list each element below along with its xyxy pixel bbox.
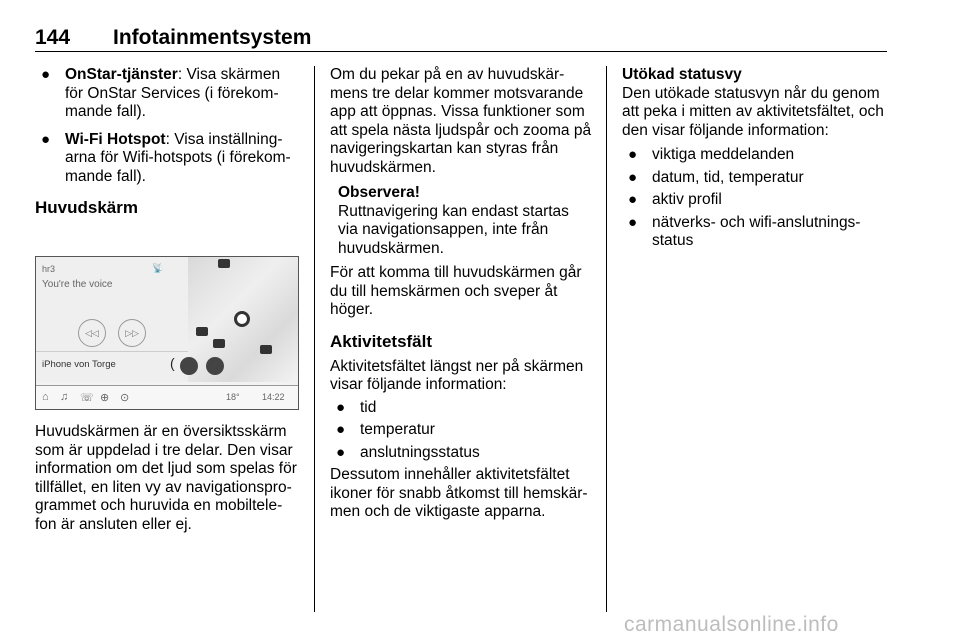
map-marker-icon — [196, 327, 208, 336]
audio-source-label: hr3 — [42, 264, 56, 274]
navigation-icon: ⊕ — [100, 392, 110, 404]
bullet-text: aktiv profil — [652, 191, 722, 208]
phone-icon: ( — [170, 355, 175, 371]
note-title: Observera! — [338, 184, 420, 201]
map-marker-icon — [218, 259, 230, 268]
bullet-text: : Visa inställning-arna för Wifi-hotspots (i förekom-mande fall). — [65, 130, 291, 185]
header-rule — [35, 51, 887, 52]
column-1-lower — [35, 423, 300, 534]
list-item — [622, 214, 888, 251]
bullet-text: tid — [360, 398, 377, 416]
bullet-icon: ● — [628, 146, 638, 163]
bullet-term: OnStar-tjänster — [65, 66, 178, 83]
paragraph: Aktivitetsfältet längst ner på skärmen visar följande information: — [330, 357, 584, 393]
note-text: Ruttnavigering kan endast startas via navigationsappen, inte från huvudskärmen. — [338, 202, 569, 257]
home-icon: ⌂ — [42, 391, 49, 403]
bullet-icon: ● — [336, 443, 346, 461]
map-marker-icon — [213, 339, 225, 348]
list-item — [330, 421, 592, 440]
bullet-term: Wi-Fi Hotspot — [65, 130, 166, 148]
previous-track-icon: ◁◁ — [78, 319, 106, 347]
bullet-text: temperatur — [360, 421, 435, 438]
column-divider — [314, 66, 315, 612]
list-item — [622, 146, 888, 165]
bullet-icon: ● — [336, 398, 346, 416]
minus-icon — [180, 357, 198, 375]
main-screen-illustration — [35, 256, 299, 410]
bullet-icon: ● — [41, 130, 51, 148]
list-item — [622, 169, 888, 188]
paragraph: Huvudskärmen är en översiktsskärm som är uppdelad i tre delar. Den visar information om det ljud som spelas för tillfället, en liten vy av navigationspro-grammet och huruvida en mobiltele-fon är ansluten eller ej. — [35, 423, 297, 533]
phone-name: iPhone von Torge — [42, 359, 116, 370]
bullet-icon: ● — [628, 191, 638, 208]
page-number: 144 — [35, 26, 71, 49]
headphones-icon — [234, 311, 250, 327]
navigation-map — [188, 257, 298, 382]
bullet-text: datum, tid, temperatur — [652, 168, 804, 186]
note-box — [330, 184, 592, 258]
paragraph: Dessutom innehåller aktivitetsfältet ikoner för snabb åtkomst till hemskär-men och de viktigaste apparna. — [330, 466, 588, 520]
heading-aktivitetsfalt: Aktivitetsfält — [330, 331, 433, 351]
audio-panel — [36, 257, 188, 382]
paragraph: För att komma till huvudskärmen går du till hemskärmen och sveper åt höger. — [330, 264, 582, 318]
bullet-text: viktiga meddelanden — [652, 146, 795, 163]
music-icon: ♫ — [60, 391, 69, 403]
clock: 14:22 — [262, 392, 285, 402]
list-item — [330, 444, 592, 463]
bullet-icon: ● — [628, 168, 638, 186]
watermark: carmanualsonline.info — [624, 613, 839, 636]
subheading-utokad-statusvy: Utökad statusvy — [622, 66, 742, 83]
track-title: You're the voice — [42, 279, 113, 290]
taskbar — [36, 385, 298, 410]
apps-icon: ⊙ — [120, 392, 130, 404]
column-2 — [330, 66, 592, 522]
info-icon — [206, 357, 224, 375]
bullet-text: anslutningsstatus — [360, 443, 480, 461]
antenna-icon: 📡 — [152, 263, 164, 273]
column-3 — [622, 66, 888, 255]
list-item — [622, 191, 888, 210]
divider — [36, 351, 188, 352]
temperature: 18° — [226, 392, 240, 402]
column-1 — [35, 66, 300, 218]
page-header — [35, 26, 885, 52]
paragraph: Om du pekar på en av huvudskär-mens tre delar kommer motsvarande app att öppnas. Vissa funktioner som att spela nästa ljudspår och zooma på navigeringskartan kan styras från huvudskärmen. — [330, 66, 592, 176]
list-item — [330, 399, 592, 418]
list-item — [35, 66, 300, 122]
bullet-icon: ● — [336, 421, 346, 438]
paragraph: Den utökade statusvyn når du genom att peka i mitten av aktivitetsfältet, och den visar följande information: — [622, 84, 884, 139]
heading-huvudskarm: Huvudskärm — [35, 198, 138, 217]
bullet-text: nätverks- och wifi-anslutnings-status — [652, 213, 861, 249]
bullet-icon: ● — [41, 66, 51, 83]
next-track-icon: ▷▷ — [118, 319, 146, 347]
column-divider — [606, 66, 607, 612]
map-marker-icon — [260, 345, 272, 354]
bullet-icon: ● — [628, 213, 638, 231]
bullet-text: : Visa skärmen för OnStar Services (i förekom-mande fall). — [65, 66, 281, 120]
list-item — [35, 131, 300, 187]
phone-icon: ☏ — [80, 392, 94, 404]
section-title: Infotainmentsystem — [113, 26, 312, 49]
